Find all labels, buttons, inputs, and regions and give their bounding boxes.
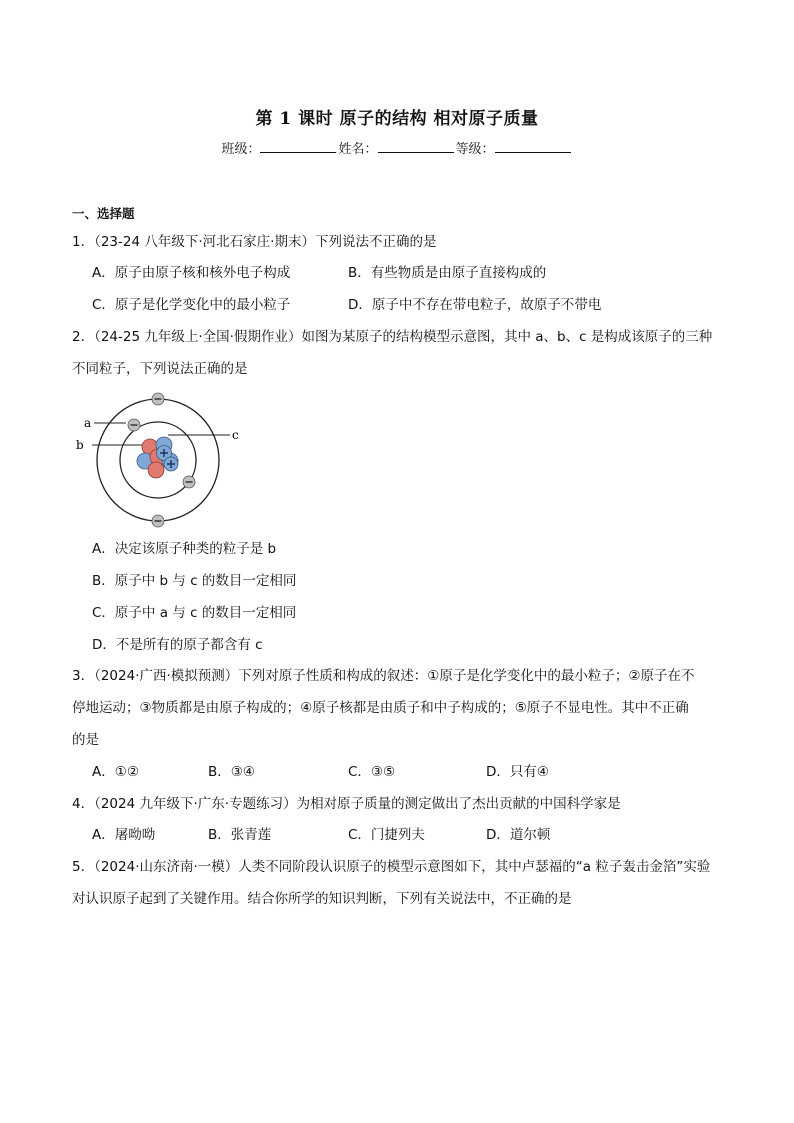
name-label: 姓名：	[338, 142, 378, 157]
label-a: a	[84, 416, 92, 430]
q1-option-a[interactable]: A．原子由原子核和核外电子构成	[92, 265, 291, 281]
q2-option-a[interactable]: A．决定该原子种类的粒子是 b	[92, 541, 277, 557]
class-blank[interactable]	[260, 140, 336, 153]
student-info-line	[0, 138, 794, 157]
label-b: b	[76, 438, 84, 452]
nucleus	[137, 437, 178, 478]
q1-option-d[interactable]: D．原子中不存在带电粒子，故原子不带电	[348, 297, 602, 313]
q3-option-a[interactable]: A．①②	[92, 764, 139, 780]
q1-option-b[interactable]: B．有些物质是由原子直接构成的	[348, 265, 547, 281]
q2-option-d[interactable]: D．不是所有的原子都含有 c	[92, 637, 263, 653]
name-blank[interactable]	[378, 140, 454, 153]
grade-blank[interactable]	[495, 140, 571, 153]
electron-a	[128, 419, 140, 431]
atom-structure-diagram	[72, 386, 262, 536]
q1-stem: 1．（23-24 八年级下·河北石家庄·期末）下列说法不正确的是	[72, 234, 437, 250]
q2-option-c[interactable]: C．原子中 a 与 c 的数目一定相同	[92, 605, 297, 621]
q4-option-b[interactable]: B．张青莲	[208, 827, 272, 843]
electron	[183, 476, 195, 488]
q3-option-c[interactable]: C．③⑤	[348, 764, 396, 780]
q3-stem-line2: 停地运动；③物质都是由原子构成的；④原子核都是由质子和中子构成的；⑤原子不显电性。其中不正确	[72, 700, 689, 716]
electron	[152, 515, 164, 527]
q4-stem: 4．（2024 九年级下·广东·专题练习）为相对原子质量的测定做出了杰出贡献的中国科学家是	[72, 796, 621, 812]
q3-stem-line3: 的是	[72, 732, 99, 748]
section-heading: 一、选择题	[72, 206, 135, 221]
grade-label: 等级：	[455, 142, 495, 157]
q2-option-b[interactable]: B．原子中 b 与 c 的数目一定相同	[92, 573, 297, 589]
q3-option-d[interactable]: D．只有④	[486, 764, 549, 780]
electron	[152, 393, 164, 405]
q5-stem-line1: 5．（2024·山东济南·一模）人类不同阶段认识原子的模型示意图如下，其中卢瑟福的“a 粒子轰击金箔”实验	[72, 859, 711, 875]
q4-option-a[interactable]: A．屠呦呦	[92, 827, 156, 843]
q3-stem-line1: 3．（2024·广西·模拟预测）下列对原子性质和构成的叙述：①原子是化学变化中的最小粒子；②原子在不	[72, 668, 695, 684]
class-label: 班级：	[221, 142, 261, 157]
q4-option-c[interactable]: C．门捷列夫	[348, 827, 425, 843]
label-c: c	[232, 428, 239, 442]
q2-stem-line2: 不同粒子，下列说法正确的是	[72, 361, 248, 377]
page-title: 第 1 课时 原子的结构 相对原子质量	[255, 109, 539, 129]
q2-stem-line1: 2．（24-25 九年级上·全国·假期作业）如图为某原子的结构模型示意图，其中 a、b、c 是构成该原子的三种	[72, 329, 713, 345]
proton-particle	[148, 462, 164, 478]
q3-option-b[interactable]: B．③④	[208, 764, 255, 780]
q5-stem-line2: 对认识原子起到了关键作用。结合你所学的知识判断，下列有关说法中，不正确的是	[72, 891, 572, 907]
q1-option-c[interactable]: C．原子是化学变化中的最小粒子	[92, 297, 291, 313]
q4-option-d[interactable]: D．道尔顿	[486, 827, 551, 843]
